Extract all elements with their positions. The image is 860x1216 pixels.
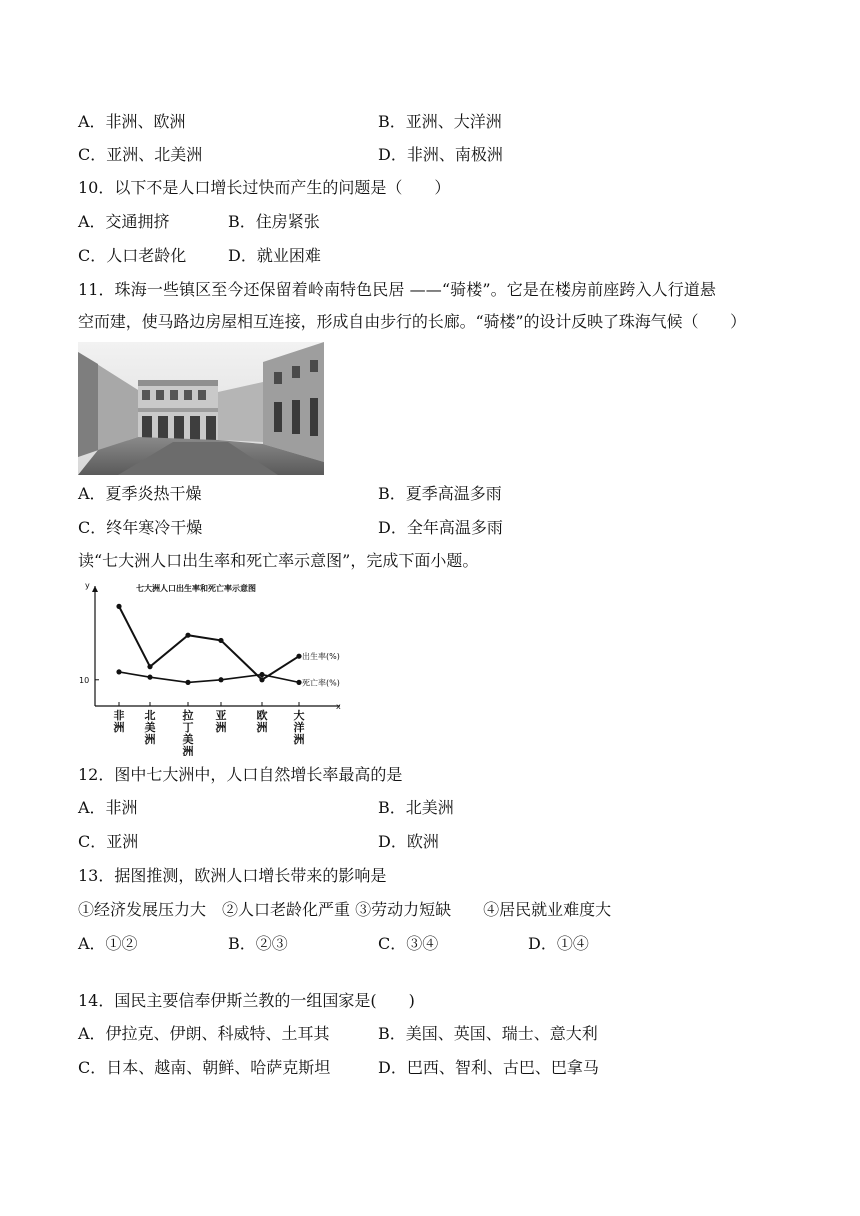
x-tick-label: 拉丁美洲 (182, 709, 194, 756)
q14-option-a: A．伊拉克、伊朗、科威特、土耳其 (78, 1024, 330, 1043)
series-label: 出生率(%) (302, 652, 340, 662)
data-point (185, 680, 190, 685)
q9-option-b: B．亚洲、大洋洲 (378, 112, 502, 131)
q9-option-c: C．亚洲、北美洲 (78, 145, 203, 164)
q11-option-b: B．夏季高温多雨 (378, 484, 502, 503)
q14-option-d: D．巴西、智利、古巴、巴拿马 (378, 1058, 599, 1077)
q10-option-c: C．人口老龄化 (78, 246, 187, 265)
q12-option-d: D．欧洲 (378, 832, 439, 851)
q10-option-d: D．就业困难 (228, 246, 321, 265)
x-tick-label: 亚洲 (215, 709, 227, 734)
q12-option-b: B．北美洲 (378, 798, 454, 817)
birth-death-rate-chart (78, 576, 348, 756)
data-point (218, 638, 223, 643)
y-axis-arrow (92, 586, 98, 592)
y-axis-label: y (85, 581, 90, 590)
q14-option-c: C．日本、越南、朝鲜、哈萨克斯坦 (78, 1058, 331, 1077)
q14-option-b: B．美国、英国、瑞士、意大利 (378, 1024, 598, 1043)
q9-option-d: D．非洲、南极洲 (378, 145, 503, 164)
data-point (116, 604, 121, 609)
x-tick-label: 大洋洲 (293, 709, 305, 746)
data-point (296, 654, 301, 659)
q12-option-c: C．亚洲 (78, 832, 139, 851)
q14-stem: 14．国民主要信奉伊斯兰教的一组国家是( ) (78, 991, 415, 1010)
q11-stem-line2: 空而建，使马路边房屋相互连接，形成自由步行的长廊。“骑楼”的设计反映了珠海气候（ ） (78, 312, 747, 331)
data-point (147, 664, 152, 669)
q11-option-d: D．全年高温多雨 (378, 518, 503, 537)
q13-option-c: C．③④ (378, 934, 439, 953)
qilou-street-photo (78, 342, 324, 475)
data-point (218, 677, 223, 682)
data-point (259, 672, 264, 677)
data-point (259, 677, 264, 682)
q10-option-b: B．住房紧张 (228, 212, 320, 231)
x-tick-label: 欧洲 (256, 709, 268, 734)
data-point (116, 669, 121, 674)
series-label: 死亡率(%) (302, 678, 340, 688)
q13-items: ①经济发展压力大 ②人口老龄化严重 ③劳动力短缺 ④居民就业难度大 (78, 900, 612, 919)
q13-option-d: D．①④ (528, 934, 589, 953)
x-axis-label: x (336, 702, 341, 711)
chart-intro: 读“七大洲人口出生率和死亡率示意图”，完成下面小题。 (78, 551, 479, 570)
q12-stem: 12．图中七大洲中，人口自然增长率最高的是 (78, 765, 403, 784)
q13-stem: 13．据图推测，欧洲人口增长带来的影响是 (78, 866, 387, 885)
series-line (119, 606, 299, 679)
x-tick-label: 非洲 (113, 709, 125, 734)
q10-stem: 10．以下不是人口增长过快而产生的问题是（ ） (78, 178, 451, 197)
q11-stem-line1: 11．珠海一些镇区至今还保留着岭南特色民居 ——“骑楼”。它是在楼房前座跨入人行道悬 (78, 280, 717, 299)
q9-option-a: A．非洲、欧洲 (78, 112, 186, 131)
q13-option-a: A．①② (78, 934, 138, 953)
data-point (296, 680, 301, 685)
x-tick-label: 北美洲 (144, 709, 156, 746)
y-tick-label: 10 (79, 675, 90, 685)
q13-option-b: B．②③ (228, 934, 288, 953)
q11-option-c: C．终年寒冷干燥 (78, 518, 203, 537)
q12-option-a: A．非洲 (78, 798, 138, 817)
q10-option-a: A．交通拥挤 (78, 212, 170, 231)
q11-option-a: A．夏季炎热干燥 (78, 484, 202, 503)
chart-title: 七大洲人口出生率和死亡率示意图 (136, 584, 256, 593)
data-point (185, 633, 190, 638)
data-point (147, 675, 152, 680)
